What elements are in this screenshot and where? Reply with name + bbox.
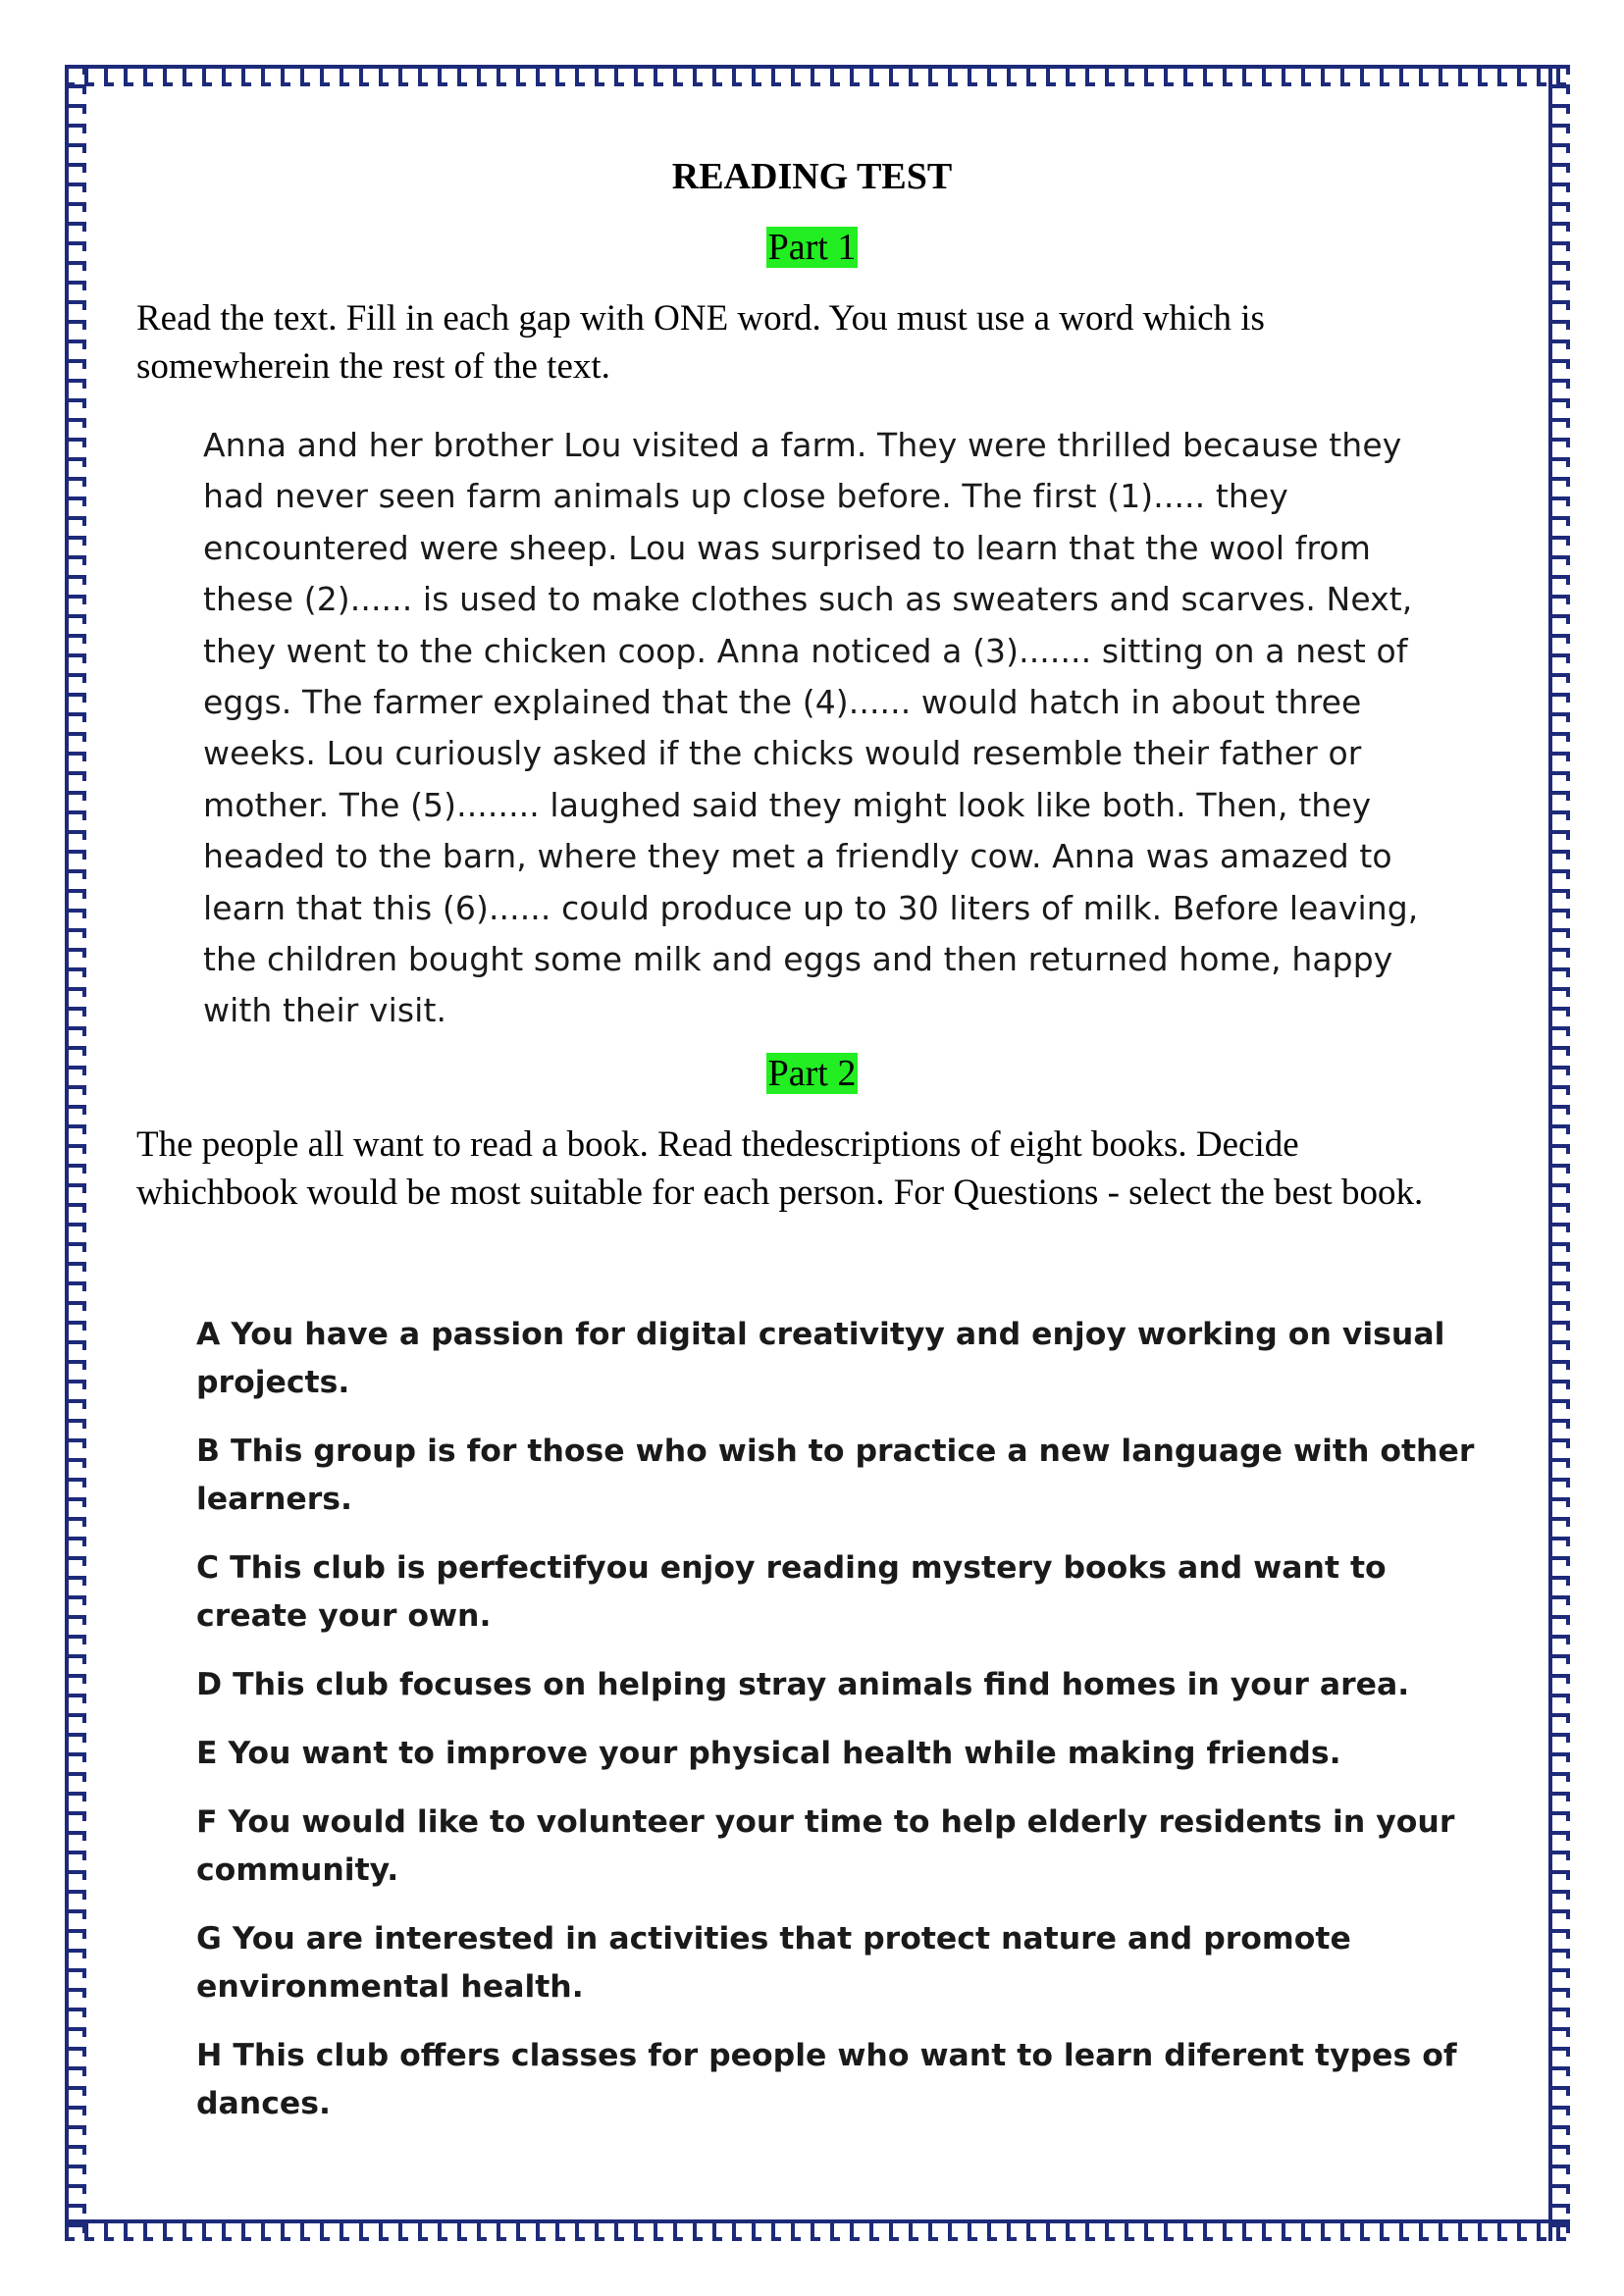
passage-line: weeks. Lou curiously asked if the chicks would resemble their father or xyxy=(203,734,1362,773)
part2-heading xyxy=(0,1052,1624,1095)
option-item-e xyxy=(196,1730,1433,1778)
passage-line: learn that this (6)...... could produce up to 30 liters of milk. Before leaving, xyxy=(203,888,1419,927)
decorative-border-top xyxy=(65,65,1570,86)
instruction-line: somewherein the rest of the text. xyxy=(136,346,610,387)
option-line: D This club focuses on helping stray animals find homes in your area. xyxy=(196,1667,1410,1702)
part2-label: Part 2 xyxy=(767,1053,857,1094)
instruction-line: whichbook would be most suitable for each person. For Questions - select the best book. xyxy=(136,1173,1424,1213)
passage-line: these (2)...... is used to make clothes such as sweaters and scarves. Next, xyxy=(203,580,1413,619)
part1-label: Part 1 xyxy=(767,227,857,268)
passage-line: encountered were sheep. Lou was surprised to learn that the wool from xyxy=(203,528,1371,567)
option-line: create your own. xyxy=(196,1598,492,1634)
page-title: READING TEST xyxy=(671,156,953,197)
passage-line: had never seen farm animals up close before. The first (1)..... they xyxy=(203,477,1288,516)
option-item-g xyxy=(196,1915,1433,2011)
instruction-line: The people all want to read a book. Read thedescriptions of eight books. Decide xyxy=(136,1124,1299,1165)
passage-line: the children bought some milk and eggs and then returned home, happy xyxy=(203,939,1393,978)
option-line: learners. xyxy=(196,1482,352,1517)
passage-line: headed to the barn, where they met a friendly cow. Anna was amazed to xyxy=(203,837,1392,876)
passage-line: with their visit. xyxy=(203,991,447,1030)
option-line: dances. xyxy=(196,2086,331,2121)
decorative-border-bottom xyxy=(65,2219,1570,2241)
option-line: E You want to improve your physical health while making friends. xyxy=(196,1736,1341,1771)
option-line: projects. xyxy=(196,1365,350,1400)
option-line: C This club is perfectifyou enjoy reading mystery books and want to xyxy=(196,1550,1387,1586)
instruction-line: Read the text. Fill in each gap with ONE word. You must use a word which is xyxy=(136,298,1265,339)
option-line: F You would like to volunteer your time to help elderly residents in your xyxy=(196,1804,1455,1840)
option-item-c xyxy=(196,1544,1433,1641)
option-line: community. xyxy=(196,1852,399,1888)
option-item-a xyxy=(196,1311,1445,1407)
decorative-border-left xyxy=(65,65,86,2241)
passage-line: Anna and her brother Lou visited a farm. They were thrilled because they xyxy=(203,426,1402,464)
part2-instructions xyxy=(136,1121,1559,1217)
passage-line: mother. The (5)........ laughed said they might look like both. Then, they xyxy=(203,785,1372,824)
part1-instructions xyxy=(136,294,1530,391)
option-item-b xyxy=(196,1428,1475,1524)
passage-line: they went to the chicken coop. Anna noticed a (3)....... sitting on a nest of xyxy=(203,631,1408,670)
part1-heading xyxy=(0,226,1624,269)
option-line: G You are interested in activities that protect nature and promote xyxy=(196,1921,1351,1957)
option-line: environmental health. xyxy=(196,1969,584,2005)
option-item-f xyxy=(196,1799,1455,1895)
option-item-h xyxy=(196,2032,1457,2128)
passage-line: eggs. The farmer explained that the (4)...... would hatch in about three xyxy=(203,682,1362,721)
reading-passage xyxy=(203,420,1489,1037)
option-line: H This club offers classes for people who want to learn diferent types of xyxy=(196,2038,1457,2073)
option-item-d xyxy=(196,1661,1433,1709)
option-line: A You have a passion for digital creativityy and enjoy working on visual xyxy=(196,1317,1445,1352)
book-options-list xyxy=(196,1311,1475,2149)
option-line: B This group is for those who wish to practice a new language with other xyxy=(196,1434,1475,1469)
